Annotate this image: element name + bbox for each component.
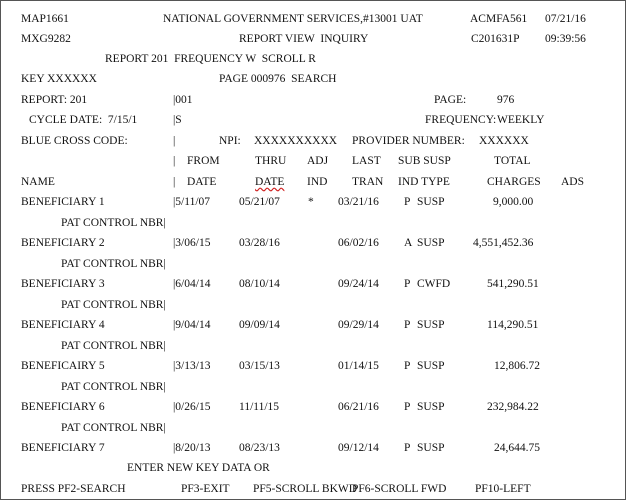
table-row[interactable]: [1, 400, 625, 420]
current-time: 09:39:56: [545, 33, 586, 45]
thru-date: 08/10/14: [239, 278, 280, 290]
table-row[interactable]: [1, 318, 625, 338]
beneficiary-name: BENEFICIARY 6: [21, 401, 105, 413]
susp-type: SUSP: [417, 237, 445, 249]
col-sub-susp-header: SUB SUSP: [398, 155, 451, 167]
col-charges-header: CHARGES: [487, 176, 541, 188]
pf3-exit-key[interactable]: PF3-EXIT: [181, 483, 230, 495]
beneficiary-name: BENEFICIARY 2: [21, 237, 105, 249]
thru-date: 03/28/16: [239, 237, 280, 249]
last-tran: 03/21/16: [338, 196, 379, 208]
npi-label: NPI:: [219, 135, 241, 147]
susp-type: CWFD: [417, 278, 451, 290]
pat-control-line: [1, 339, 625, 359]
cycle-date-suffix: |S: [173, 114, 182, 126]
col-ind-type-header: IND TYPE: [398, 176, 450, 188]
table-row[interactable]: [1, 441, 625, 461]
blue-cross-label: BLUE CROSS CODE:: [21, 135, 128, 147]
susp-type: SUSP: [417, 319, 445, 331]
last-tran: 01/14/15: [338, 360, 379, 372]
adj-ind: *: [308, 196, 314, 208]
column-header-top: [1, 154, 625, 174]
table-row[interactable]: [1, 359, 625, 379]
pat-control-nbr: PAT CONTROL NBR|: [61, 258, 166, 270]
header-line-2: [1, 32, 625, 52]
col-from-header: FROM: [187, 155, 220, 167]
footer-prompt-line: [1, 461, 625, 481]
beneficiary-name: BENEFICIARY 4: [21, 319, 105, 331]
thru-date: 09/09/14: [239, 319, 280, 331]
sub-ind: P: [404, 442, 411, 454]
last-tran: 09/29/14: [338, 319, 379, 331]
thru-date: 05/21/07: [239, 196, 280, 208]
blue-cross-separator: |: [173, 135, 176, 147]
susp-type: SUSP: [417, 196, 445, 208]
last-tran: 06/21/16: [338, 401, 379, 413]
footer-prompt: ENTER NEW KEY DATA OR: [127, 462, 270, 474]
total-charges: 114,290.51: [487, 319, 539, 331]
susp-type: SUSP: [417, 360, 445, 372]
page-value: 976: [497, 94, 515, 106]
pf5-scroll-bkwd-key[interactable]: PF5-SCROLL BKWD: [253, 483, 358, 495]
frequency-value: WEEKLY: [497, 114, 545, 126]
pat-control-line: [1, 257, 625, 277]
total-charges: 4,551,452.36: [473, 237, 534, 249]
thru-date: 11/11/15: [239, 401, 280, 413]
provider-number-label: PROVIDER NUMBER:: [352, 135, 465, 147]
pat-control-nbr: PAT CONTROL NBR|: [61, 381, 166, 393]
column-separator: |: [173, 155, 176, 167]
from-date: |8/20/13: [173, 442, 211, 454]
total-charges: 24,644.75: [494, 442, 540, 454]
table-row[interactable]: [1, 236, 625, 256]
susp-type: SUSP: [417, 401, 445, 413]
header-line-1: [1, 12, 625, 32]
cycle-date-label: CYCLE DATE: 7/15/1: [29, 114, 138, 126]
last-tran: 09/24/14: [338, 278, 379, 290]
pat-control-nbr: PAT CONTROL NBR|: [61, 217, 166, 229]
from-date: |0/26/15: [173, 401, 211, 413]
report-label: REPORT: 201: [21, 94, 88, 106]
page-search-field[interactable]: PAGE 000976 SEARCH: [219, 73, 337, 85]
total-charges: 232,984.22: [487, 401, 539, 413]
col-total-header: TOTAL: [494, 155, 531, 167]
pat-control-nbr: PAT CONTROL NBR|: [61, 299, 166, 311]
page-label: PAGE:: [434, 94, 467, 106]
sub-ind: P: [404, 196, 411, 208]
table-row[interactable]: [1, 195, 625, 215]
beneficiary-name: BENEFICIARY 1: [21, 196, 105, 208]
frequency-label: FREQUENCY:: [425, 114, 497, 126]
from-date: |6/04/14: [173, 278, 211, 290]
key-field[interactable]: KEY XXXXXX: [21, 73, 97, 85]
col-adj-header: ADJ: [307, 155, 329, 167]
beneficiary-name: BENEFICIARY 3: [21, 278, 105, 290]
pat-control-nbr: PAT CONTROL NBR|: [61, 340, 166, 352]
last-tran: 09/12/14: [338, 442, 379, 454]
report-frequency-scroll: REPORT 201 FREQUENCY W SCROLL R: [105, 53, 316, 65]
report-value: |001: [173, 94, 193, 106]
from-date: |9/04/14: [173, 319, 211, 331]
sub-ind: P: [404, 319, 411, 331]
pat-control-line: [1, 216, 625, 236]
pf2-search-key[interactable]: PRESS PF2-SEARCH: [21, 483, 126, 495]
last-tran: 06/02/16: [338, 237, 379, 249]
col-thru-date-header: DATE: [255, 176, 285, 188]
pat-control-line: [1, 421, 625, 441]
screen-title: NATIONAL GOVERNMENT SERVICES,#13001 UAT: [163, 13, 423, 25]
sub-ind: A: [404, 237, 413, 249]
key-line: [1, 72, 625, 92]
report-info-line: [1, 93, 625, 113]
sub-ind: P: [404, 278, 411, 290]
from-date: |3/06/15: [173, 237, 211, 249]
program-id: ACMFA561: [470, 13, 528, 25]
npi-value: XXXXXXXXXX: [254, 135, 338, 147]
column-header-bottom: [1, 175, 625, 195]
terminal-lines: [1, 1, 625, 499]
sub-ind: P: [404, 360, 411, 372]
thru-date: 03/15/13: [239, 360, 280, 372]
total-charges: 9,000.00: [493, 196, 534, 208]
susp-type: SUSP: [417, 442, 445, 454]
cycle-line: [1, 113, 625, 133]
pat-control-nbr: PAT CONTROL NBR|: [61, 422, 166, 434]
sub-ind: P: [404, 401, 411, 413]
pat-control-line: [1, 380, 625, 400]
message-id: MXG9282: [21, 33, 71, 45]
function-key-line: [1, 482, 625, 500]
header-line-3: [1, 52, 625, 72]
current-date: 07/21/16: [545, 13, 586, 25]
terminal-id: C201631P: [471, 33, 520, 45]
col-name-header: NAME: [21, 176, 55, 188]
column-separator: |: [173, 176, 176, 188]
map-id: MAP1661: [21, 13, 69, 25]
col-last-header: LAST: [352, 155, 381, 167]
provider-number-value: XXXXXX: [479, 135, 529, 147]
table-row[interactable]: [1, 277, 625, 297]
col-from-date-header: DATE: [187, 176, 217, 188]
col-last-tran-header: TRAN: [352, 176, 384, 188]
col-thru-header: THRU: [255, 155, 287, 167]
total-charges: 541,290.51: [487, 278, 539, 290]
col-ads-header: ADS: [561, 176, 585, 188]
provider-line: [1, 134, 625, 154]
from-date: |5/11/07: [173, 196, 211, 208]
pf6-scroll-fwd-key[interactable]: PF6-SCROLL FWD: [352, 483, 447, 495]
beneficiary-name: BENEFICAIRY 5: [21, 360, 105, 372]
pf10-left-key[interactable]: PF10-LEFT: [475, 483, 531, 495]
pat-control-line: [1, 298, 625, 318]
col-adj-ind-header: IND: [307, 176, 328, 188]
from-date: |3/13/13: [173, 360, 211, 372]
total-charges: 12,806.72: [494, 360, 540, 372]
beneficiary-name: BENEFICIARY 7: [21, 442, 105, 454]
screen-subtitle: REPORT VIEW INQUIRY: [239, 33, 369, 45]
thru-date: 08/23/13: [239, 442, 280, 454]
